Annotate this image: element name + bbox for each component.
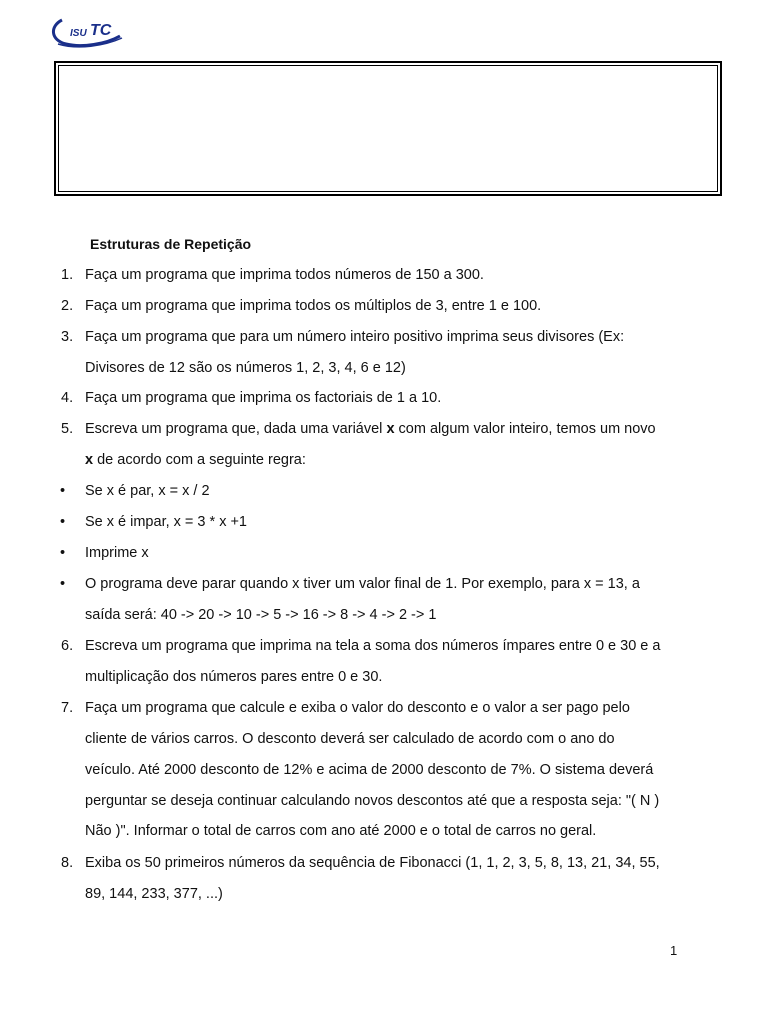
item-line: Escreva um programa que, dada uma variável x com algum valor inteiro, temos um novo: [85, 421, 656, 437]
bullet-marker: •: [60, 514, 66, 530]
bullet-marker: •: [60, 545, 66, 561]
item-line: Não )". Informar o total de carros com ano até 2000 e o total de carros no geral.: [85, 823, 597, 839]
logo-isu: ISU: [70, 28, 87, 39]
item-marker: 5.: [61, 421, 74, 437]
item-line: Faça um programa que para um número inteiro positivo imprima seus divisores (Ex:: [85, 329, 625, 345]
item-marker: 7.: [61, 700, 74, 716]
item-marker: 4.: [61, 390, 74, 406]
header-frame: [54, 61, 722, 196]
item-line: multiplicação dos números pares entre 0 e 30.: [85, 669, 383, 685]
bullet-line: O programa deve parar quando x tiver um valor final de 1. Por exemplo, para x = 13, a: [85, 576, 640, 592]
item-line: 89, 144, 233, 377, ...): [85, 886, 223, 902]
bullet-line: Se x é par, x = x / 2: [85, 483, 210, 499]
item-line: Faça um programa que imprima os factoriais de 1 a 10.: [85, 390, 442, 406]
page-number: 1: [670, 943, 678, 958]
item-line: Divisores de 12 são os números 1, 2, 3, 4, 6 e 12): [85, 360, 406, 376]
item-line: Exiba os 50 primeiros números da sequência de Fibonacci (1, 1, 2, 3, 5, 8, 13, 21, 34, 55,: [85, 855, 660, 871]
item-marker: 1.: [61, 267, 74, 283]
item-line: perguntar se deseja continuar calculando novos descontos até que a resposta seja: "( N ): [85, 793, 660, 809]
item-marker: 3.: [61, 329, 74, 345]
item-line: Faça um programa que imprima todos números de 150 a 300.: [85, 267, 484, 283]
item-line: x de acordo com a seguinte regra:: [85, 452, 306, 468]
item-line: veículo. Até 2000 desconto de 12% e acima de 2000 desconto de 7%. O sistema deverá: [85, 762, 654, 778]
item-line: Faça um programa que calcule e exiba o valor do desconto e o valor a ser pago pelo: [85, 700, 630, 716]
section-title: Estruturas de Repetição: [90, 236, 252, 252]
item-line: cliente de vários carros. O desconto deverá ser calculado de acordo com o ano do: [85, 731, 615, 747]
item-marker: 8.: [61, 855, 74, 871]
item-line: Escreva um programa que imprima na tela a soma dos números ímpares entre 0 e 30 e a: [85, 638, 661, 654]
bullet-marker: •: [60, 483, 66, 499]
logo-tc: TC: [90, 22, 112, 39]
bullet-line: Imprime x: [85, 545, 149, 561]
item-marker: 2.: [61, 298, 74, 314]
bullet-line: Se x é impar, x = 3 * x +1: [85, 514, 247, 530]
bullet-marker: •: [60, 576, 66, 592]
isutc-logo: [48, 14, 128, 50]
item-line: Faça um programa que imprima todos os múltiplos de 3, entre 1 e 100.: [85, 298, 542, 314]
bullet-line: saída será: 40 -> 20 -> 10 -> 5 -> 16 -> 8 -> 4 -> 2 -> 1: [85, 607, 437, 623]
item-marker: 6.: [61, 638, 74, 654]
